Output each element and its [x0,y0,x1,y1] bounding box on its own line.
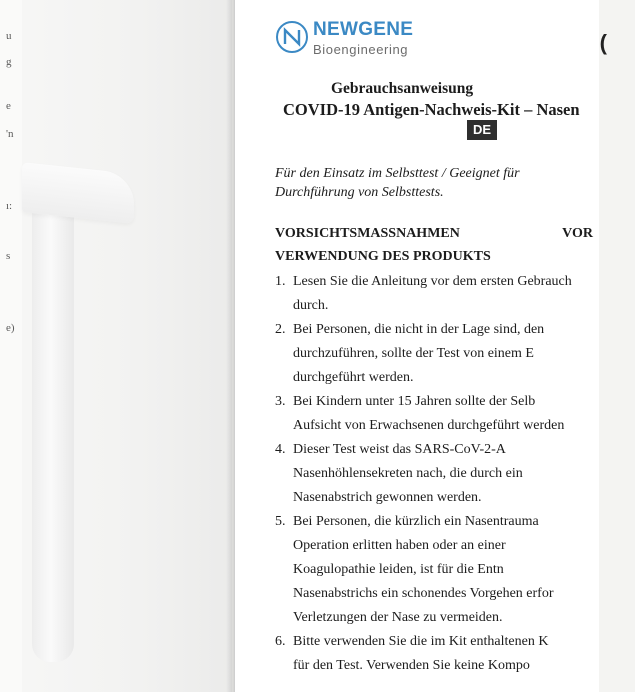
language-badge: DE [467,120,497,140]
precautions-list [275,270,635,678]
product-title: COVID-19 Antigen-Nachweis-Kit – Nasen [283,100,580,119]
item-line: Bei Personen, die nicht in der Lage sind, den [293,322,545,337]
item-line: Bei Kindern unter 15 Jahren sollte der Selb [293,394,536,409]
list-item [275,510,635,630]
heading-line: VERWENDUNG DES PRODUKTS [275,249,491,264]
brand-name: NEWGENE [313,19,414,40]
item-line: Dieser Test weist das SARS-CoV-2-A [293,442,506,457]
item-line: durchzuführen, sollte der Test von einem E [293,346,534,361]
item-line: Nasenhöhlensekreten nach, die durch ein [293,466,523,481]
test-tube-image [32,200,74,662]
item-line: Bei Personen, die kürzlich ein Nasentrauma [293,514,539,529]
usage-note-line: Für den Einsatz im Selbsttest / Geeignet für [275,166,520,181]
left-page-edge [0,0,22,692]
newgene-logo [275,18,435,60]
instruction-leaflet [234,0,607,692]
item-line: Aufsicht von Erwachsenen durchgeführt werden [293,418,565,433]
item-line: Lesen Sie die Anleitung vor dem ersten Gebrauch [293,274,572,289]
cut-symbol: ( [599,30,607,55]
edge-char: g [6,56,12,68]
item-number: 1. [275,274,286,289]
edge-char: s [6,250,11,262]
newgene-logo-icon [275,20,309,54]
list-item [275,270,635,318]
item-line: Operation erlitten haben oder an einer [293,538,506,553]
precautions-heading [275,222,635,268]
item-number: 4. [275,442,286,457]
heading-part: VOR [562,226,593,241]
list-item [275,438,635,510]
list-item [275,318,635,390]
item-line: für den Test. Verwenden Sie keine Kompo [293,658,530,673]
item-line: Verletzungen der Nase zu vermeiden. [293,610,503,625]
item-number: 2. [275,322,286,337]
list-item [275,630,635,678]
item-line: Bitte verwenden Sie die im Kit enthaltenen K [293,634,549,649]
edge-char: ı: [6,200,13,212]
item-number: 3. [275,394,286,409]
brand-subtitle: Bioengineering [313,42,409,57]
usage-note-line: Durchführung von Selbsttests. [275,185,444,200]
edge-char: u [6,30,12,42]
item-number: 6. [275,634,286,649]
item-line: Nasenabstrichs ein schonendes Vorgehen erfor [293,586,554,601]
item-line: Nasenabstrich gewonnen werden. [293,490,482,505]
item-line: durch. [293,298,329,313]
usage-note [275,164,635,202]
list-item [275,390,635,438]
edge-char: 'n [6,128,14,140]
item-line: durchgeführt werden. [293,370,414,385]
edge-char: e) [6,322,15,334]
heading-part: VORSICHTSMASSNAHMEN [275,226,460,241]
document-title: Gebrauchsanweisung [331,80,474,97]
item-number: 5. [275,514,286,529]
page-shadow [226,0,234,692]
item-line: Koagulopathie leiden, ist für die Entn [293,562,504,577]
edge-char: e [6,100,11,112]
